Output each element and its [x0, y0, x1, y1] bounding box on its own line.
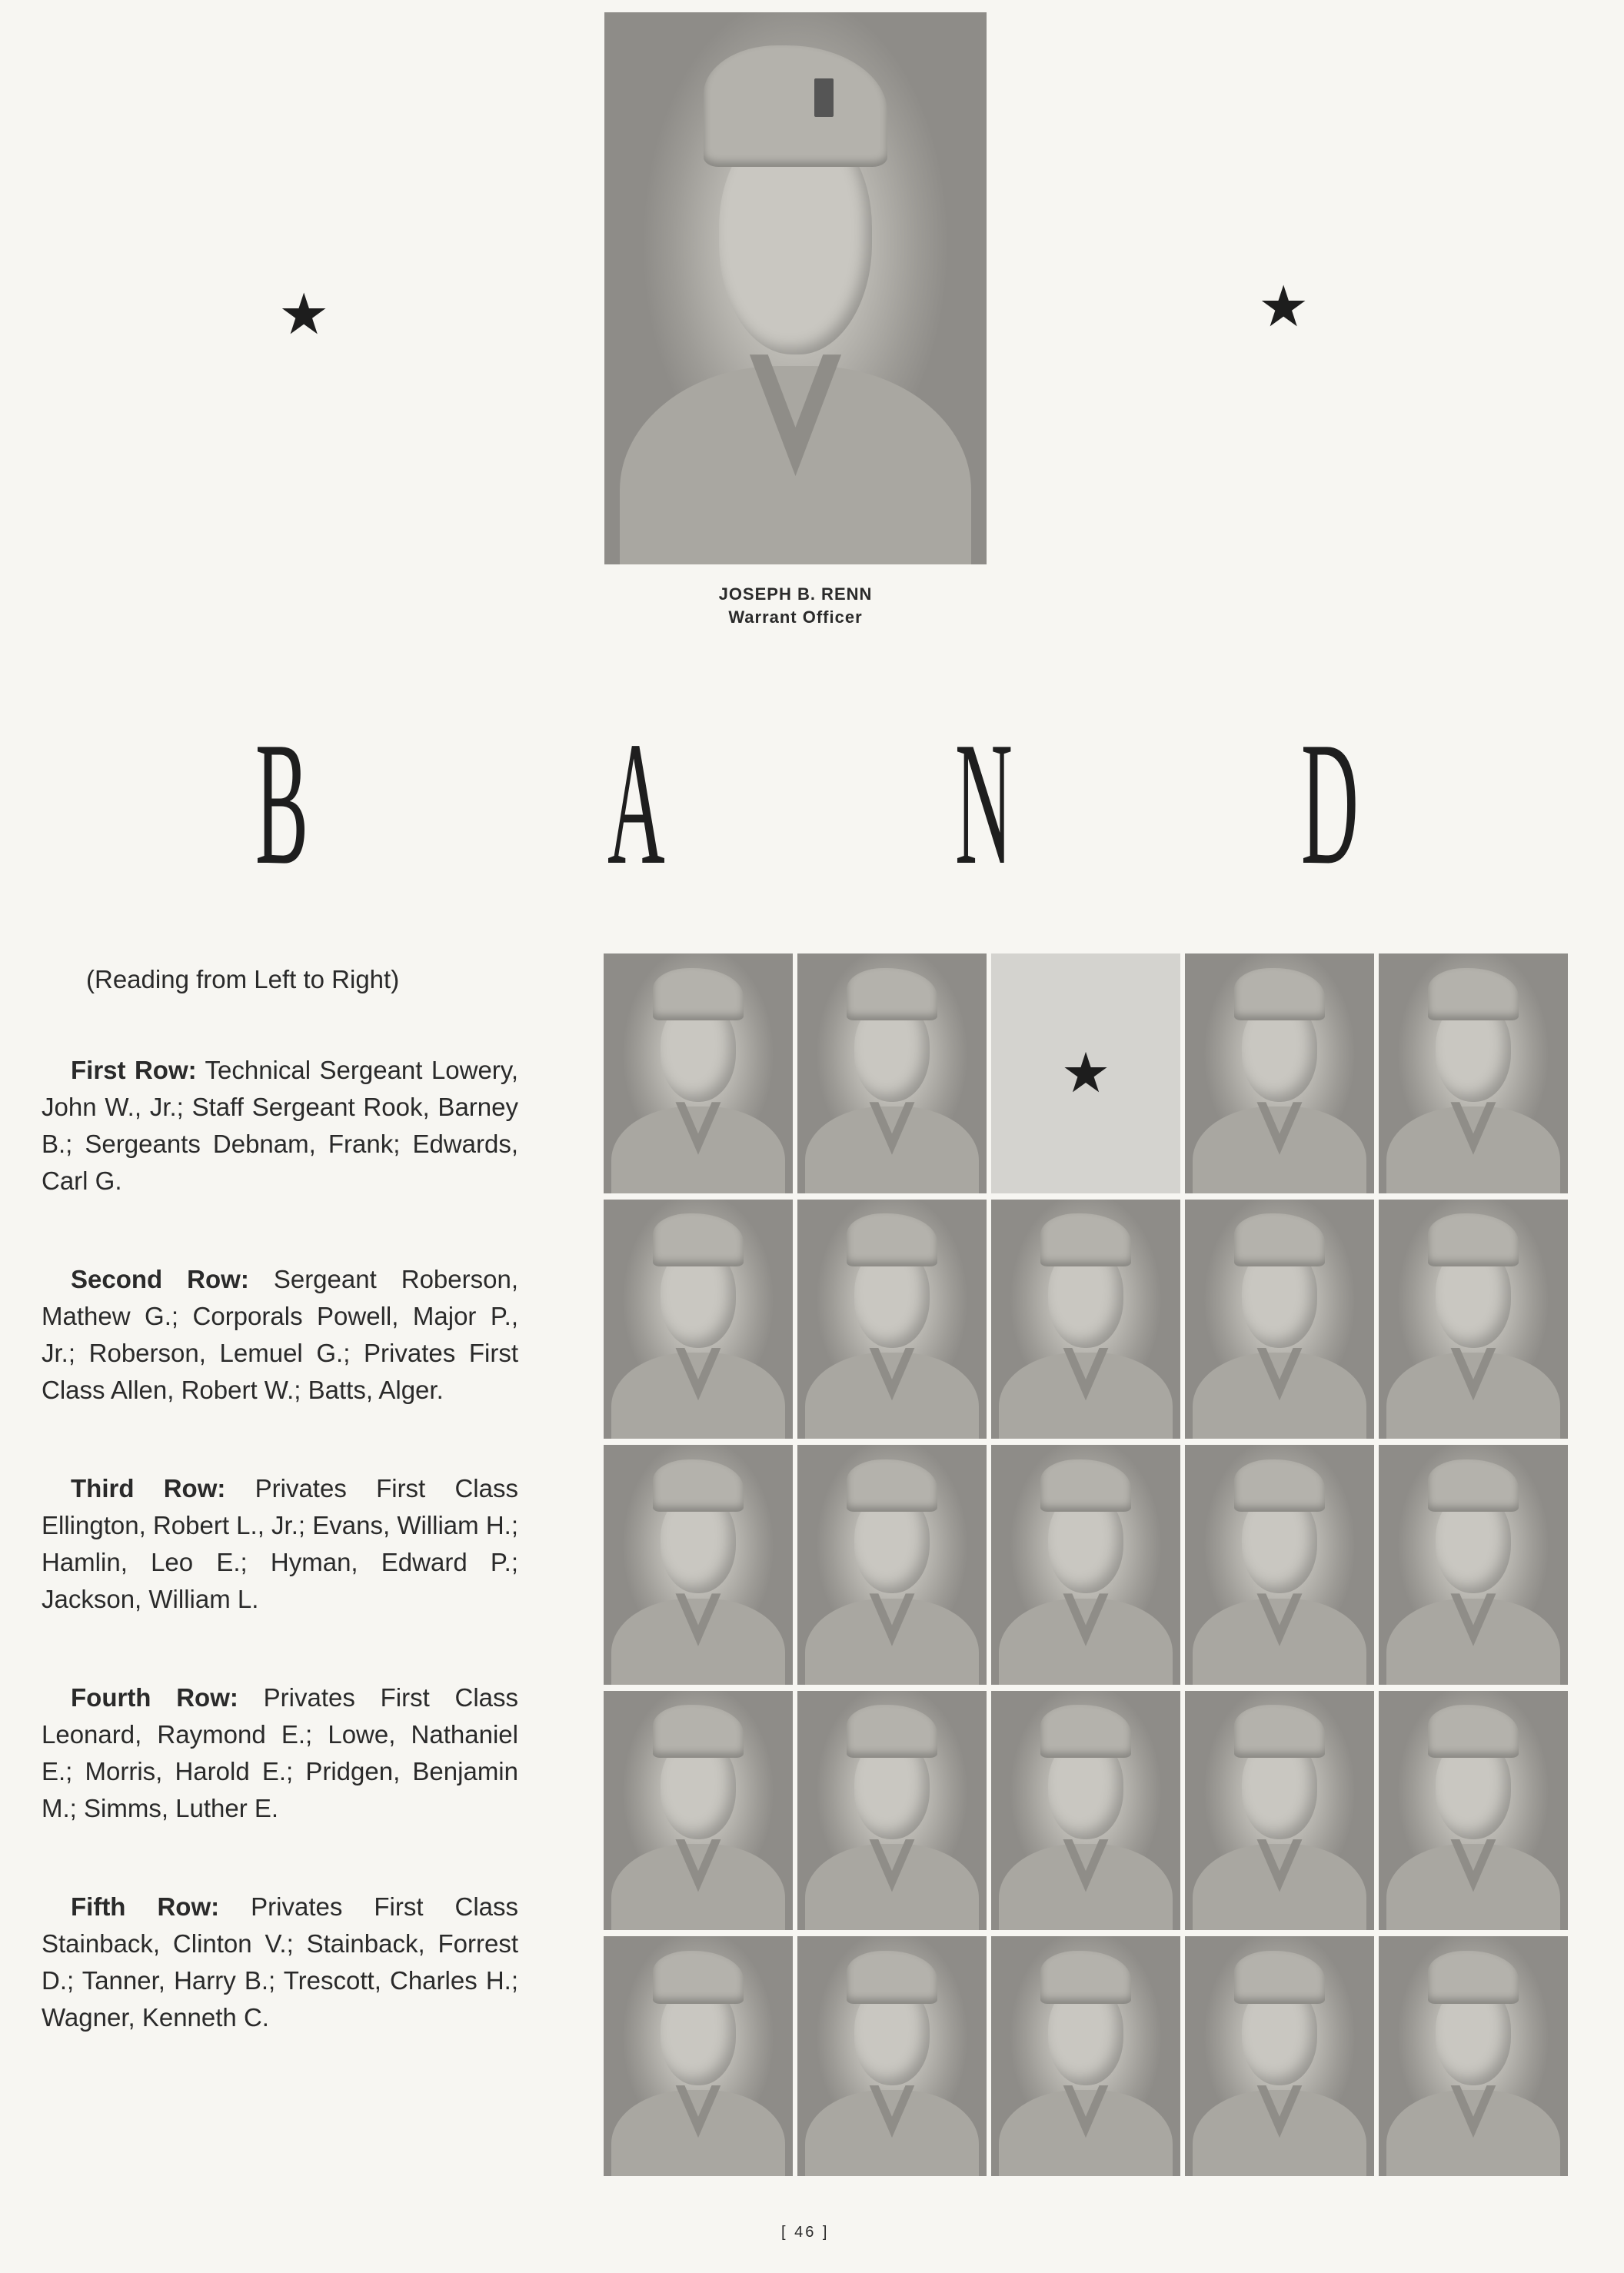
row-label: First Row: — [71, 1056, 197, 1084]
roster-paragraph — [42, 1889, 518, 2036]
member-portrait — [1185, 1936, 1374, 2176]
row-names: Privates First Class Ellington, Robert L., Jr.; Evans, William H.; Hamlin, Leo E.; Hyman, Edward P.; Jackson, William L. — [42, 1474, 518, 1613]
member-portrait — [604, 1200, 793, 1439]
member-portrait — [1379, 1445, 1568, 1685]
member-portrait — [1185, 1691, 1374, 1931]
member-portrait — [991, 1936, 1180, 2176]
reading-order-note: (Reading from Left to Right) — [86, 965, 400, 993]
row-label: Fifth Row: — [71, 1892, 220, 1921]
member-portrait — [991, 1200, 1180, 1439]
roster-paragraph — [42, 1470, 518, 1618]
heading-letter: N — [955, 705, 1013, 901]
member-portrait — [797, 953, 987, 1193]
heading-letter: D — [1301, 705, 1359, 901]
officer-caption — [604, 584, 987, 627]
heading-letter: B — [255, 705, 309, 901]
star-icon: ★ — [1060, 1042, 1111, 1104]
officer-portrait — [604, 12, 987, 564]
row-names: Privates First Class Stainback, Clinton V.; Stainback, Forrest D.; Tanner, Harry B.; Trescott, Charles H.; Wagner, Kenneth C. — [42, 1892, 519, 2032]
row-names: Technical Sergeant Lowery, John W., Jr.; Staff Sergeant Rook, Barney B.; Sergeants Debnam, Frank; Edwards, Carl G. — [42, 1056, 518, 1195]
star-icon: ★ — [1258, 275, 1310, 338]
member-portrait — [1379, 953, 1568, 1193]
member-portrait — [604, 1936, 793, 2176]
member-portrait — [604, 1445, 793, 1685]
roster-text — [42, 961, 518, 2036]
member-portrait — [1185, 1445, 1374, 1685]
member-portrait — [1379, 1200, 1568, 1439]
row-label: Fourth Row: — [71, 1683, 238, 1712]
member-portrait — [991, 1445, 1180, 1685]
empty-photo-slot — [991, 953, 1180, 1193]
member-portrait — [797, 1691, 987, 1931]
heading-letter: A — [607, 705, 665, 901]
member-portrait — [604, 1691, 793, 1931]
member-portrait — [1379, 1691, 1568, 1931]
roster-paragraph — [42, 1679, 518, 1827]
row-label: Third Row: — [71, 1474, 226, 1503]
member-portrait — [1185, 1200, 1374, 1439]
member-portrait — [797, 1936, 987, 2176]
member-portrait — [1185, 953, 1374, 1193]
member-portrait — [797, 1200, 987, 1439]
row-names: Privates First Class Leonard, Raymond E.; Lowe, Nathaniel E.; Morris, Harold E.; Pridgen, Benjamin M.; Simms, Luther E. — [42, 1683, 519, 1822]
page-number: [ 46 ] — [781, 2224, 830, 2241]
band-photo-grid — [604, 953, 1568, 2176]
member-portrait — [1379, 1936, 1568, 2176]
officer-name: JOSEPH B. RENN — [718, 584, 873, 604]
member-portrait — [604, 953, 793, 1193]
row-label: Second Row: — [71, 1265, 249, 1293]
star-icon: ★ — [278, 282, 330, 346]
roster-paragraph — [42, 1052, 518, 1200]
member-portrait — [991, 1691, 1180, 1931]
row-names: Sergeant Roberson, Mathew G.; Corporals Powell, Major P., Jr.; Roberson, Lemuel G.; Privates First Class Allen, Robert W.; Batts, Alger. — [42, 1265, 519, 1404]
member-portrait — [797, 1445, 987, 1685]
officer-title: Warrant Officer — [728, 607, 863, 627]
roster-paragraph — [42, 1261, 518, 1409]
